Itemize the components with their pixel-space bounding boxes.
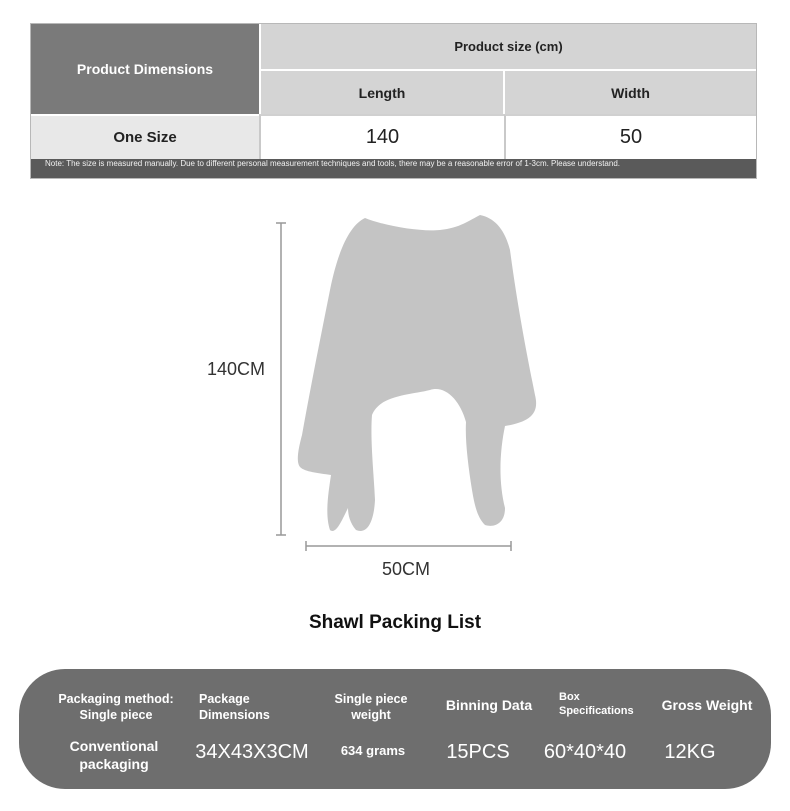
width-label: 50CM [382, 559, 431, 579]
length-column-header: Length [259, 71, 504, 114]
packing-info-panel [19, 669, 771, 789]
gross-weight-value: 12KG [664, 741, 716, 763]
package-dimensions-value: 34X43X3CM [195, 741, 309, 763]
binning-data-header: Binning Data [445, 697, 533, 713]
binning-data-value: 15PCS [446, 741, 510, 763]
box-specifications-value: 60*40*40 [543, 741, 627, 763]
shawl-shape [298, 215, 536, 531]
size-table [30, 23, 757, 179]
one-size-row-label: One Size [31, 114, 259, 159]
product-dimensions-header: Product Dimensions [31, 24, 259, 114]
package-dimensions-header: Package Dimensions [199, 692, 270, 722]
product-size-header: Product size (cm) [259, 24, 756, 71]
height-label: 140CM [207, 359, 266, 379]
shawl-diagram [0, 190, 790, 590]
gross-weight-header: Gross Weight [661, 697, 753, 713]
measurement-note: Note: The size is measured manually. Due to different personal measurement techniques and tools, there may be a reasonable error of 1-3cm. Please understand. [31, 159, 756, 178]
height-dimension-line [276, 223, 286, 535]
single-piece-weight-value: 634 grams [340, 743, 406, 758]
box-specifications-header: Box Specifications [559, 691, 634, 717]
length-value: 140 [259, 114, 504, 159]
width-value: 50 [504, 114, 756, 159]
packaging-method-value: Conventional packaging [69, 738, 159, 772]
width-dimension-line [306, 541, 511, 551]
packaging-method-header: Packaging method: Single piece [58, 692, 174, 722]
single-piece-weight-header: Single piece weight [334, 692, 408, 722]
width-column-header: Width [504, 71, 756, 114]
shawl-illustration [0, 190, 790, 590]
packing-list-title: Shawl Packing List [308, 612, 482, 633]
